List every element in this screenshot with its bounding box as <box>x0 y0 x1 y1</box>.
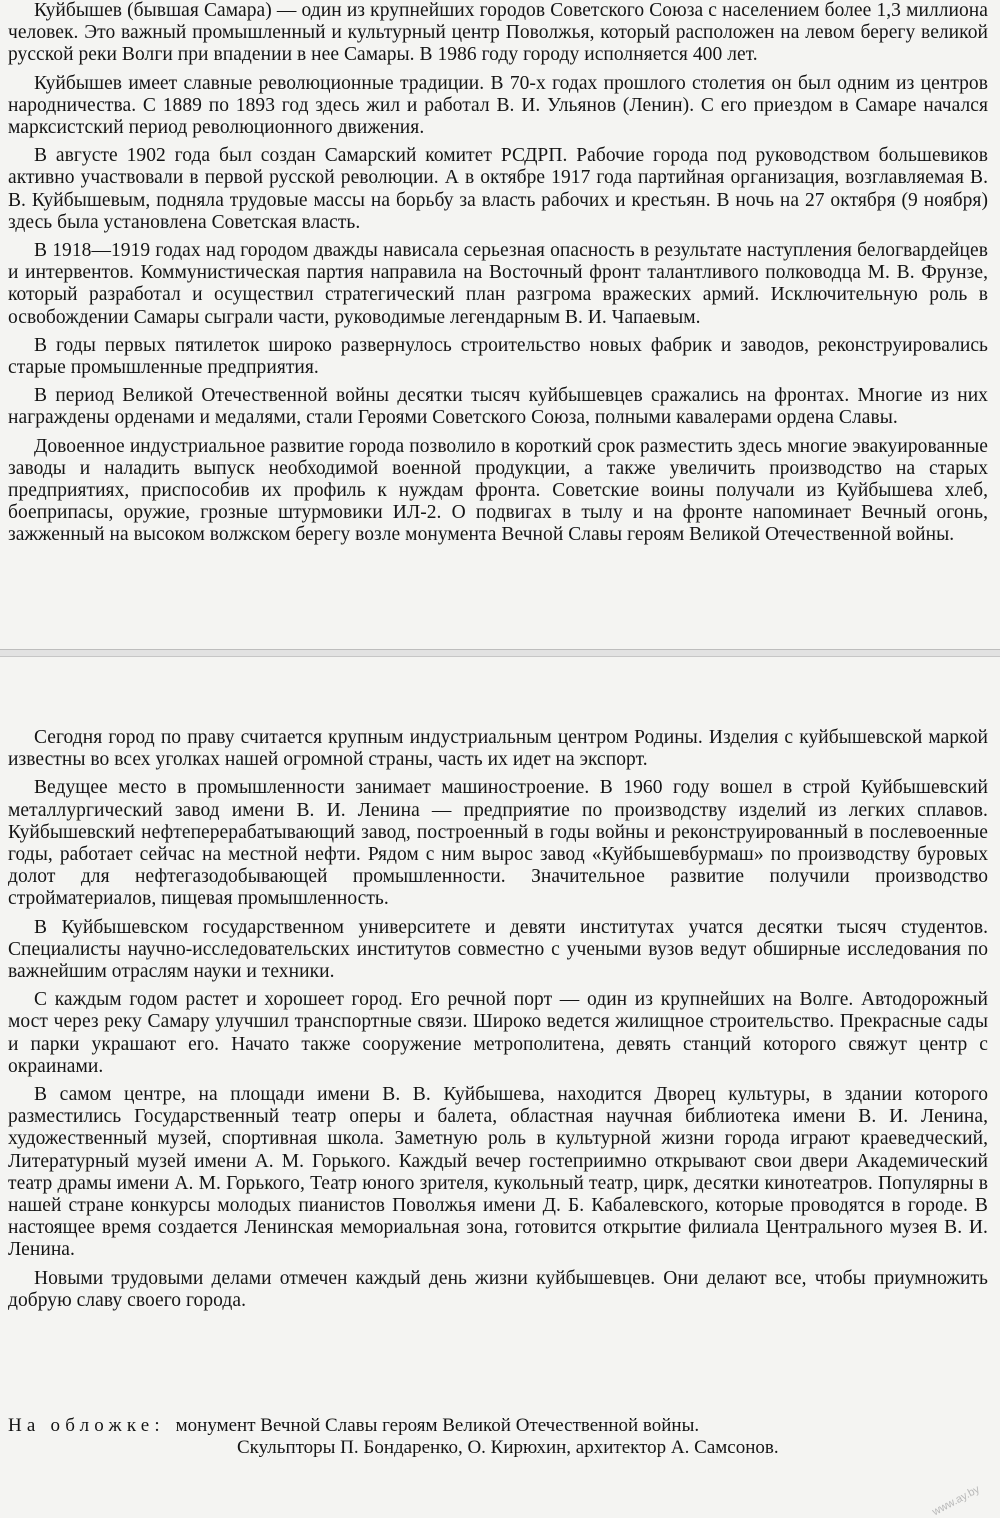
cover-caption-label: На обложке: <box>8 1415 165 1436</box>
top-text-sheet <box>0 0 1000 650</box>
cover-caption-credits: Скульпторы П. Бондаренко, О. Кирюхин, архитектор А. Самсонов. <box>237 1437 779 1458</box>
paragraph: В Куйбышевском государственном университете и девяти институтах учатся десятки тысяч студентов. Специалисты научно-исследовательских институтов совместно с учеными вузов ведут обширные исследования по важнейшим отраслям науки и техники. <box>8 916 988 983</box>
watermark: www.ay.by <box>930 1483 982 1518</box>
paragraph: Сегодня город по праву считается крупным индустриальным центром Родины. Изделия с куйбышевской маркой известны во всех уголках нашей огромной страны, часть их идет на экспорт. <box>8 727 988 771</box>
bottom-text-sheet <box>0 656 1000 1518</box>
paragraph: В самом центре, на площади имени В. В. Куйбышева, находится Дворец культуры, в здании которого разместились Государственный театр оперы и балета, областная научная библиотека имени В. И. Ленина, художественный музей, спортивная школа. Заметную роль в культурной жизни города играют краеведческий, Литературный музей имени А. М. Горького. Каждый вечер гостеприимно открывают свои двери Академический театр драмы имени А. М. Горького, Театр юного зрителя, кукольный театр, цирк, десятки кинотеатров. Популярны в нашей стране конкурсы молодых пианистов Поволжья имени Д. Б. Кабалевского, которые проводятся в городе. В настоящее время создается Ленинская мемориальная зона, готовится открытие филиала Центрального музея В. И. Ленина. <box>8 1084 988 1261</box>
paragraph: В августе 1902 года был создан Самарский комитет РСДРП. Рабочие города под руководством большевиков активно участвовали в первой русской революции. А в октябре 1917 года партийная организация, возглавляемая В. В. Куйбышевым, подняла трудовые массы на борьбу за власть рабочих и крестьян. В ночь на 27 октября (9 ноября) здесь была установлена Советская власть. <box>8 145 988 233</box>
paragraph: Довоенное индустриальное развитие города позволило в короткий срок разместить здесь многие эвакуированные заводы и наладить выпуск необходимой военной продукции, а также увеличить производство на старых предприятиях, приспособив их профиль к нуждам фронта. Советские воины получали из Куйбышева хлеб, боеприпасы, оружие, грозные штурмовики ИЛ-2. О подвигах в тылу и на фронте напоминает Вечный огонь, зажженный на высоком волжском берегу возле монумента Вечной Славы героям Великой Отечественной войны. <box>8 435 988 546</box>
paragraph: В годы первых пятилеток широко развернулось строительство новых фабрик и заводов, реконструировались старые промышленные предприятия. <box>8 334 988 379</box>
cover-caption <box>8 1415 988 1459</box>
paragraph: Новыми трудовыми делами отмечен каждый день жизни куйбышевцев. Они делают все, чтобы приумножить добрую славу своего города. <box>8 1267 988 1311</box>
paragraph: В 1918—1919 годах над городом дважды нависала серьезная опасность в результате наступления белогвардейцев и интервентов. Коммунистическая партия направила на Восточный фронт талантливого полководца М. В. Фрунзе, который разработал и осуществил стратегический план разгрома вражеских армий. Исключительную роль в освобождении Самары сыграли части, руководимые легендарным В. И. Чапаевым. <box>8 240 988 328</box>
paragraph: Куйбышев (бывшая Самара) — один из крупнейших городов Советского Союза с населением более 1,3 миллиона человек. Это важный промышленный и культурный центр Поволжья, который расположен на левом берегу великой русской реки Волги при впадении в нее Самары. В 1986 году городу исполняется 400 лет. <box>8 0 988 66</box>
paragraph: Ведущее место в промышленности занимает машиностроение. В 1960 году вошел в строй Куйбышевский металлургический завод имени В. И. Ленина — предприятие по производству изделий из легких сплавов. Куйбышевский нефтеперерабатывающий завод, построенный в годы войны и реконструированный в послевоенные годы, работает сейчас на местной нефти. Рядом с ним вырос завод «Куйбышевбурмаш» по производству буровых долот для нефтегазодобывающей промышленности. Значительное развитие получили производство стройматериалов, пищевая промышленность. <box>8 777 988 910</box>
paragraph: Куйбышев имеет славные революционные традиции. В 70-х годах прошлого столетия он был одним из центров народничества. С 1889 по 1893 год здесь жил и работал В. И. Ульянов (Ленин). С его приездом в Самаре начался марксистский период революционного движения. <box>8 72 988 139</box>
paragraph: В период Великой Отечественной войны десятки тысяч куйбышевцев сражались на фронтах. Многие из них награждены орденами и медалями, стали Героями Советского Союза, полными кавалерами ордена Славы. <box>8 385 988 429</box>
paragraph: С каждым годом растет и хорошеет город. Его речной порт — один из крупнейших на Волге. Автодорожный мост через реку Самару улучшил транспортные связи. Широко ведется жилищное строительство. Прекрасные сады и парки украшают его. Начато также сооружение метрополитена, девять станций которого свяжут центр с окраинами. <box>8 989 988 1077</box>
top-text-body <box>8 0 988 547</box>
cover-caption-text: монумент Вечной Славы героям Великой Отечественной войны. <box>175 1415 700 1436</box>
bottom-text-body <box>8 727 988 1312</box>
cover-caption-line <box>8 1415 988 1437</box>
